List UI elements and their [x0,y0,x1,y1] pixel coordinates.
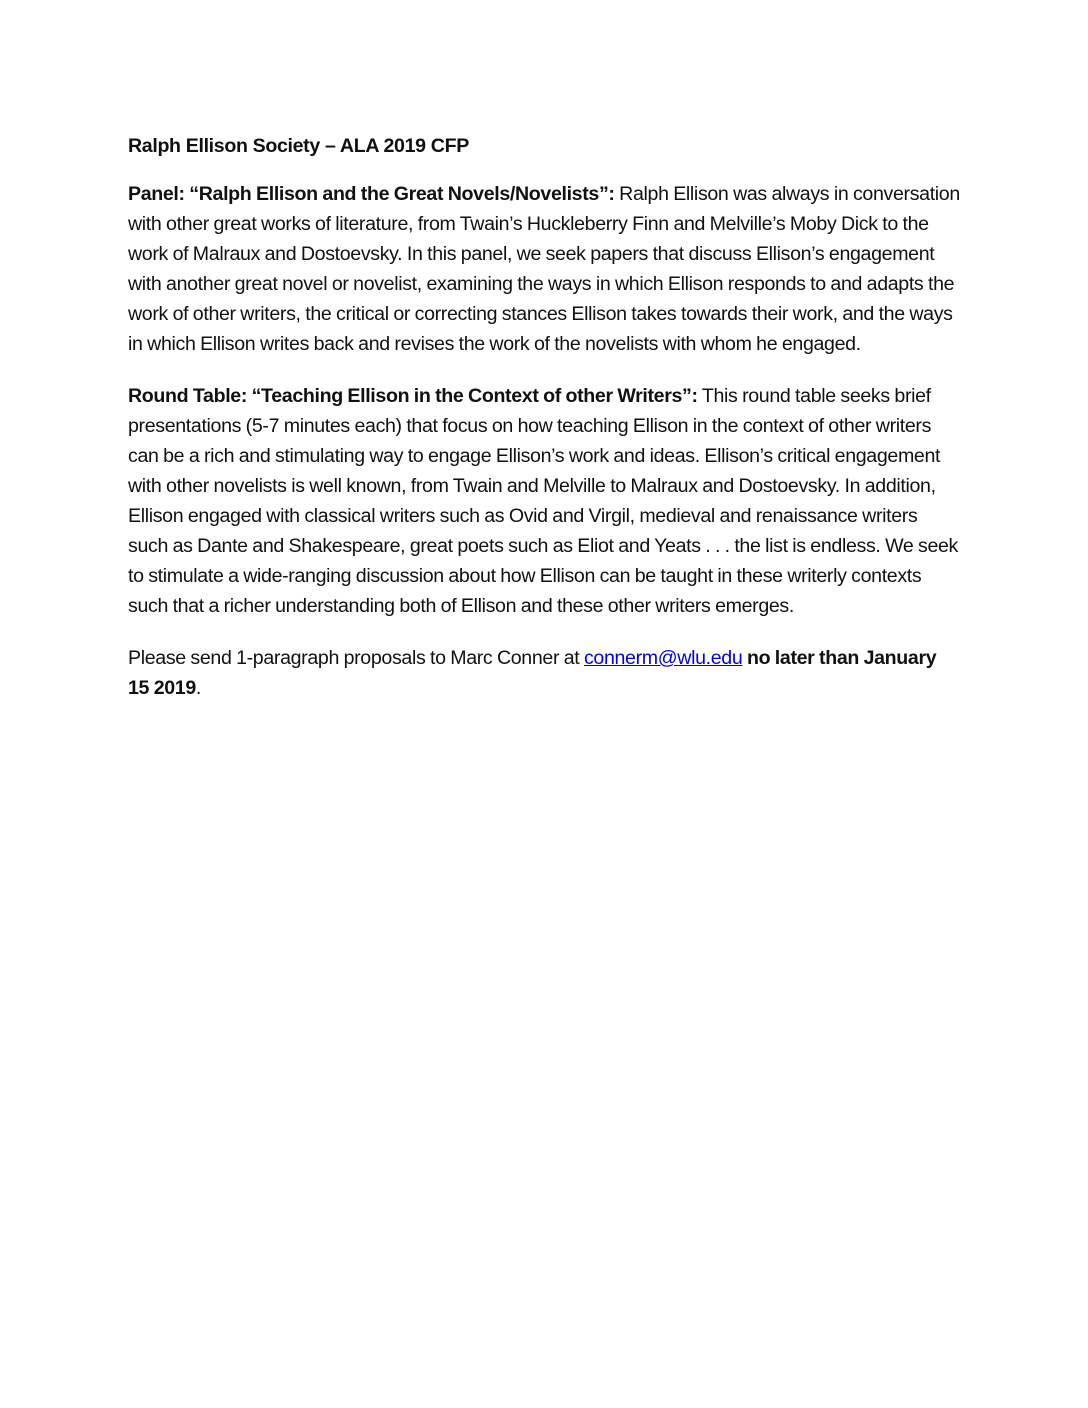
round-table-body: This round table seeks brief presentations (5-7 minutes each) that focus on how teaching Ellison in the context of other writers can be a rich and stimulating way to engage Ellison’s work and ideas. Ellison’s critical engagement with other novelists is well known, from Twain and Melville to Malraux and Dostoevsky. In addition, Ellison engaged with classical writers such as Ovid and Virgil, medieval and renaissance writers such as Dante and Shakespeare, great poets such as Eliot and Yeats . . . the list is endless. We seek to stimulate a wide-ranging discussion about how Ellison can be taught in these writerly contexts such that a richer understanding both of Ellison and these other writers emerges. [128,385,958,617]
round-table-label: Round Table: “Teaching Ellison in the Context of other Writers”: [128,385,698,407]
submission-paragraph [128,643,960,703]
round-table-paragraph [128,381,960,621]
email-link[interactable]: connerm@wlu.edu [583,647,743,669]
submission-intro: Please send 1-paragraph proposals to Marc Conner at [128,647,584,669]
document-page [128,131,960,703]
document-title: Ralph Ellison Society – ALA 2019 CFP [128,135,469,157]
panel-body: Ralph Ellison was always in conversation with other great works of literature, from Twain’s Huckleberry Finn and Melville’s Moby Dick to the work of Malraux and Dostoevsky. In this panel, we seek papers that discuss Ellison’s engagement with another great novel or novelist, examining the ways in which Ellison responds to and adapts the work of other writers, the critical or correcting stances Ellison takes towards their work, and the ways in which Ellison writes back and revises the work of the novelists with whom he engaged. [128,183,960,355]
panel-paragraph [128,179,960,359]
submission-deadline: no later than January 15 2019 [128,647,937,699]
panel-label: Panel: “Ralph Ellison and the Great Novels/Novelists”: [128,183,615,205]
submission-end: . [195,677,201,699]
